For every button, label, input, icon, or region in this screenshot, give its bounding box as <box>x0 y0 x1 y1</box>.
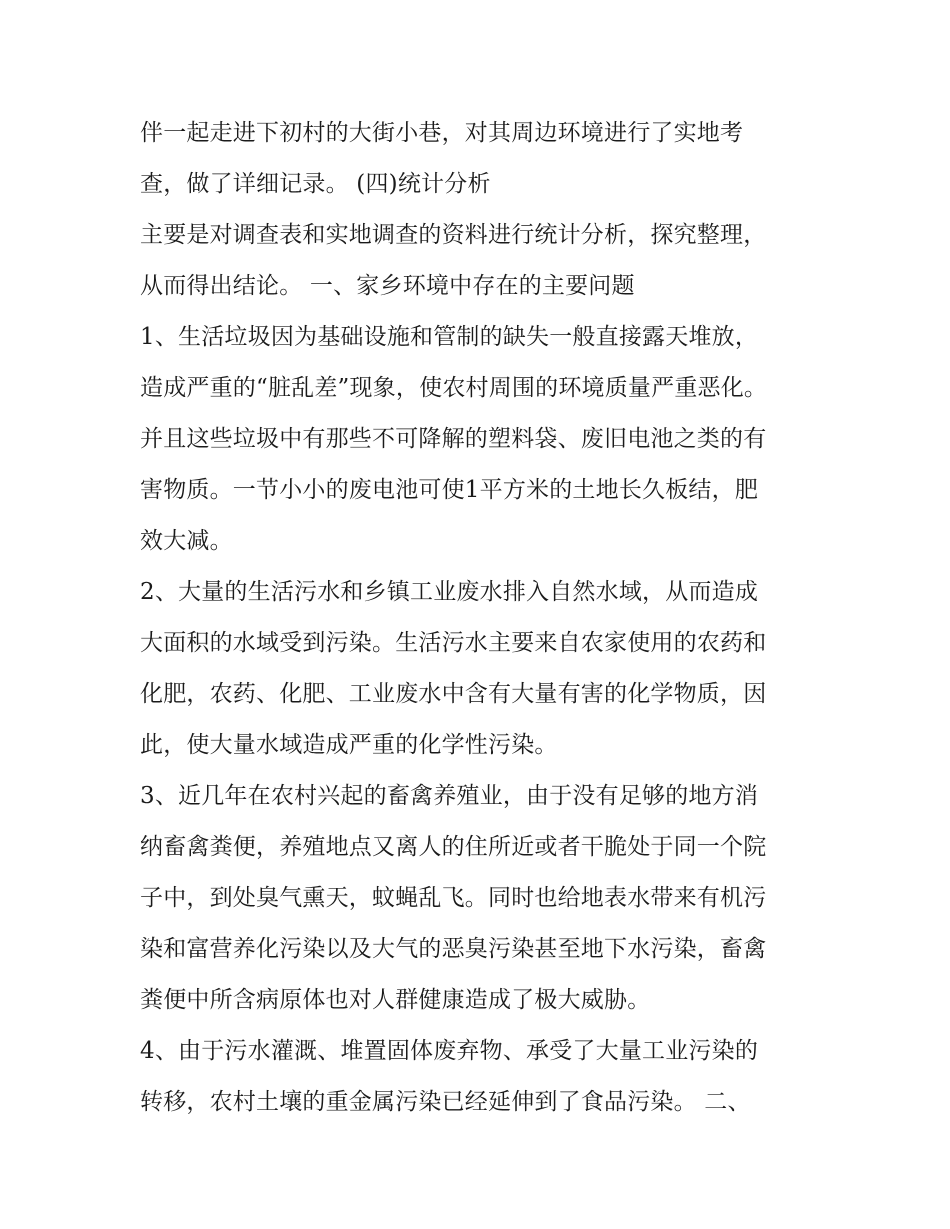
text-line: 染和富营养化污染以及大气的恶臭污染甚至地下水污染，畜禽 <box>140 936 767 962</box>
body-text <box>140 108 830 1128</box>
text-line: 主要是对调查表和实地调查的资料进行统计分析，探究整理， <box>140 222 767 248</box>
text-line: 4、由于污水灌溉、堆置固体废弃物、承受了大量工业污染的 <box>140 1038 759 1064</box>
text-line: 害物质。一节小小的废电池可使1平方米的土地长久板结，肥 <box>140 477 759 503</box>
text-line: 伴一起走进下初村的大街小巷，对其周边环境进行了实地考 <box>140 120 744 146</box>
text-line: 大面积的水域受到污染。生活污水主要来自农家使用的农药和 <box>140 630 767 656</box>
text-line: 此，使大量水域造成严重的化学性污染。 <box>140 732 558 758</box>
text-line: 化肥，农药、化肥、工业废水中含有大量有害的化学物质，因 <box>140 681 767 707</box>
text-line: 子中，到处臭气熏天，蚊蝇乱飞。同时也给地表水带来有机污 <box>140 885 767 911</box>
text-line: 3、近几年在农村兴起的畜禽养殖业，由于没有足够的地方消 <box>140 783 759 809</box>
text-line: 并且这些垃圾中有那些不可降解的塑料袋、废旧电池之类的有 <box>140 426 767 452</box>
text-line: 粪便中所含病原体也对人群健康造成了极大威胁。 <box>140 987 651 1013</box>
text-line: 2、大量的生活污水和乡镇工业废水排入自然水域，从而造成 <box>140 579 759 605</box>
text-line: 转移，农村土壤的重金属污染已经延伸到了食品污染。 二、 <box>140 1089 751 1115</box>
text-line: 纳畜禽粪便，养殖地点又离人的住所近或者干脆处于同一个院 <box>140 834 767 860</box>
text-line: 造成严重的“脏乱差”现象，使农村周围的环境质量严重恶化。 <box>140 375 768 401</box>
text-line: 1、生活垃圾因为基础设施和管制的缺失一般直接露天堆放， <box>140 324 759 350</box>
text-line: 效大减。 <box>140 528 233 554</box>
text-line: 查，做了详细记录。 (四)统计分析 <box>140 171 491 197</box>
text-line: 从而得出结论。 一、家乡环境中存在的主要问题 <box>140 273 635 299</box>
